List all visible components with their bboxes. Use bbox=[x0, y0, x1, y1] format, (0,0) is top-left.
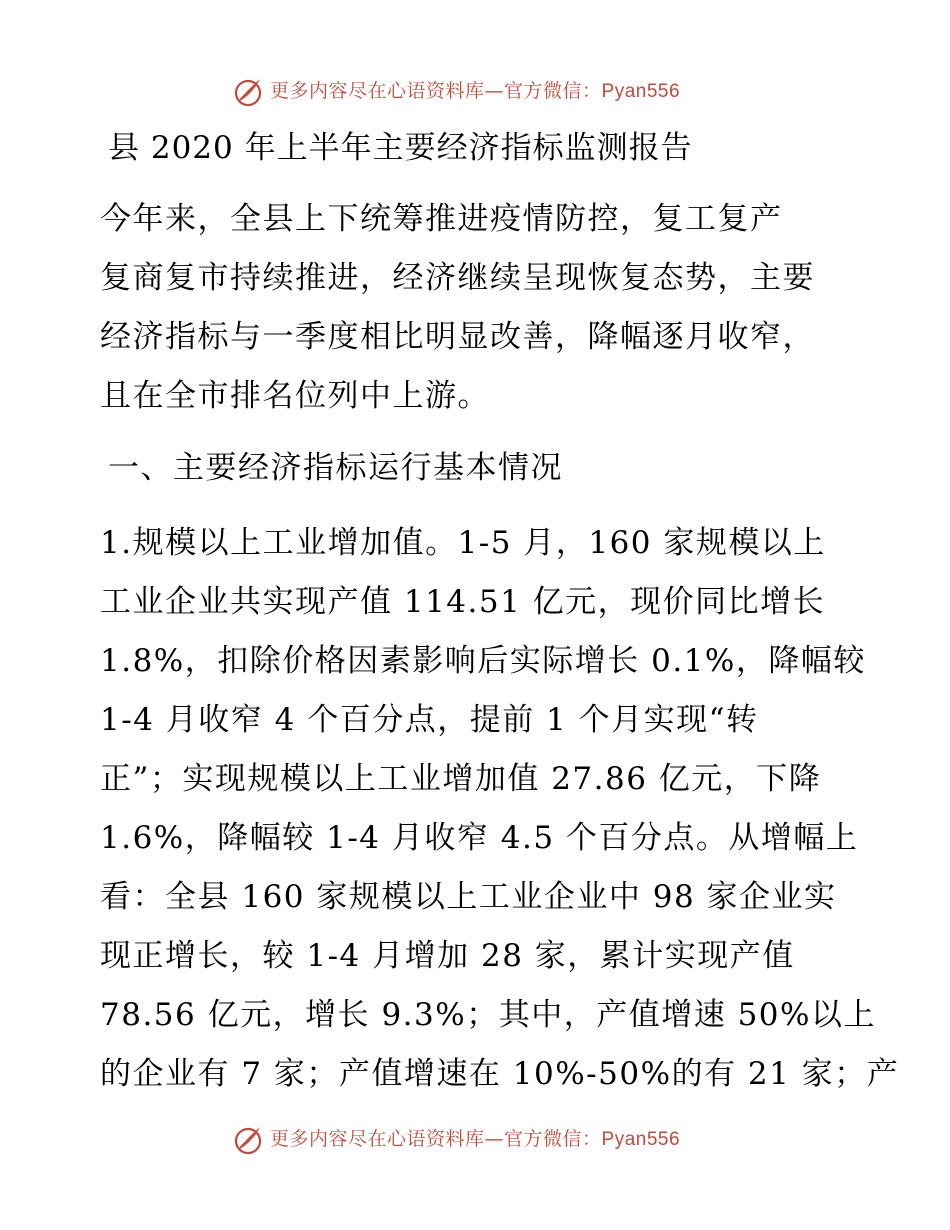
industry-paragraph bbox=[100, 514, 900, 1104]
text-line: 1.8%，扣除价格因素影响后实际增长 0.1%，降幅较 bbox=[100, 643, 866, 679]
quill-logo-icon bbox=[232, 1124, 264, 1156]
text-line: 看：全县 160 家规模以上工业企业中 98 家企业实 bbox=[100, 879, 837, 915]
text-line: 经济指标与一季度相比明显改善，降幅逐月收窄， bbox=[100, 319, 815, 355]
document-title: 县 2020 年上半年主要经济指标监测报告 bbox=[108, 130, 693, 166]
intro-paragraph bbox=[100, 190, 860, 426]
watermark-footer bbox=[0, 1120, 950, 1160]
text-line: 且在全市排名位列中上游。 bbox=[100, 378, 490, 414]
quill-logo-icon bbox=[232, 76, 264, 108]
watermark-text: 更多内容尽在心语资料库—官方微信：Pyan556 bbox=[270, 1128, 681, 1150]
text-line: 今年来，全县上下统筹推进疫情防控，复工复产 bbox=[100, 201, 783, 237]
section-heading: 一、主要经济指标运行基本情况 bbox=[108, 450, 563, 486]
text-line: 现正增长，较 1-4 月增加 28 家，累计实现产值 bbox=[100, 938, 795, 974]
watermark-text: 更多内容尽在心语资料库—官方微信：Pyan556 bbox=[270, 80, 681, 102]
text-line: 1.规模以上工业增加值。1-5 月，160 家规模以上 bbox=[100, 525, 826, 561]
watermark-header bbox=[0, 72, 950, 112]
text-line: 1.6%，降幅较 1-4 月收窄 4.5 个百分点。从增幅上 bbox=[100, 820, 859, 856]
text-line: 正”；实现规模以上工业增加值 27.86 亿元，下降 bbox=[100, 761, 822, 797]
text-line: 复商复市持续推进，经济继续呈现恢复态势，主要 bbox=[100, 260, 815, 296]
text-line: 1-4 月收窄 4 个百分点，提前 1 个月实现“转 bbox=[100, 702, 759, 738]
text-line: 的企业有 7 家；产值增速在 10%-50%的有 21 家；产 bbox=[100, 1056, 900, 1092]
text-line: 工业企业共实现产值 114.51 亿元，现价同比增长 bbox=[100, 584, 826, 620]
text-line: 78.56 亿元，增长 9.3%；其中，产值增速 50%以上 bbox=[100, 997, 876, 1033]
